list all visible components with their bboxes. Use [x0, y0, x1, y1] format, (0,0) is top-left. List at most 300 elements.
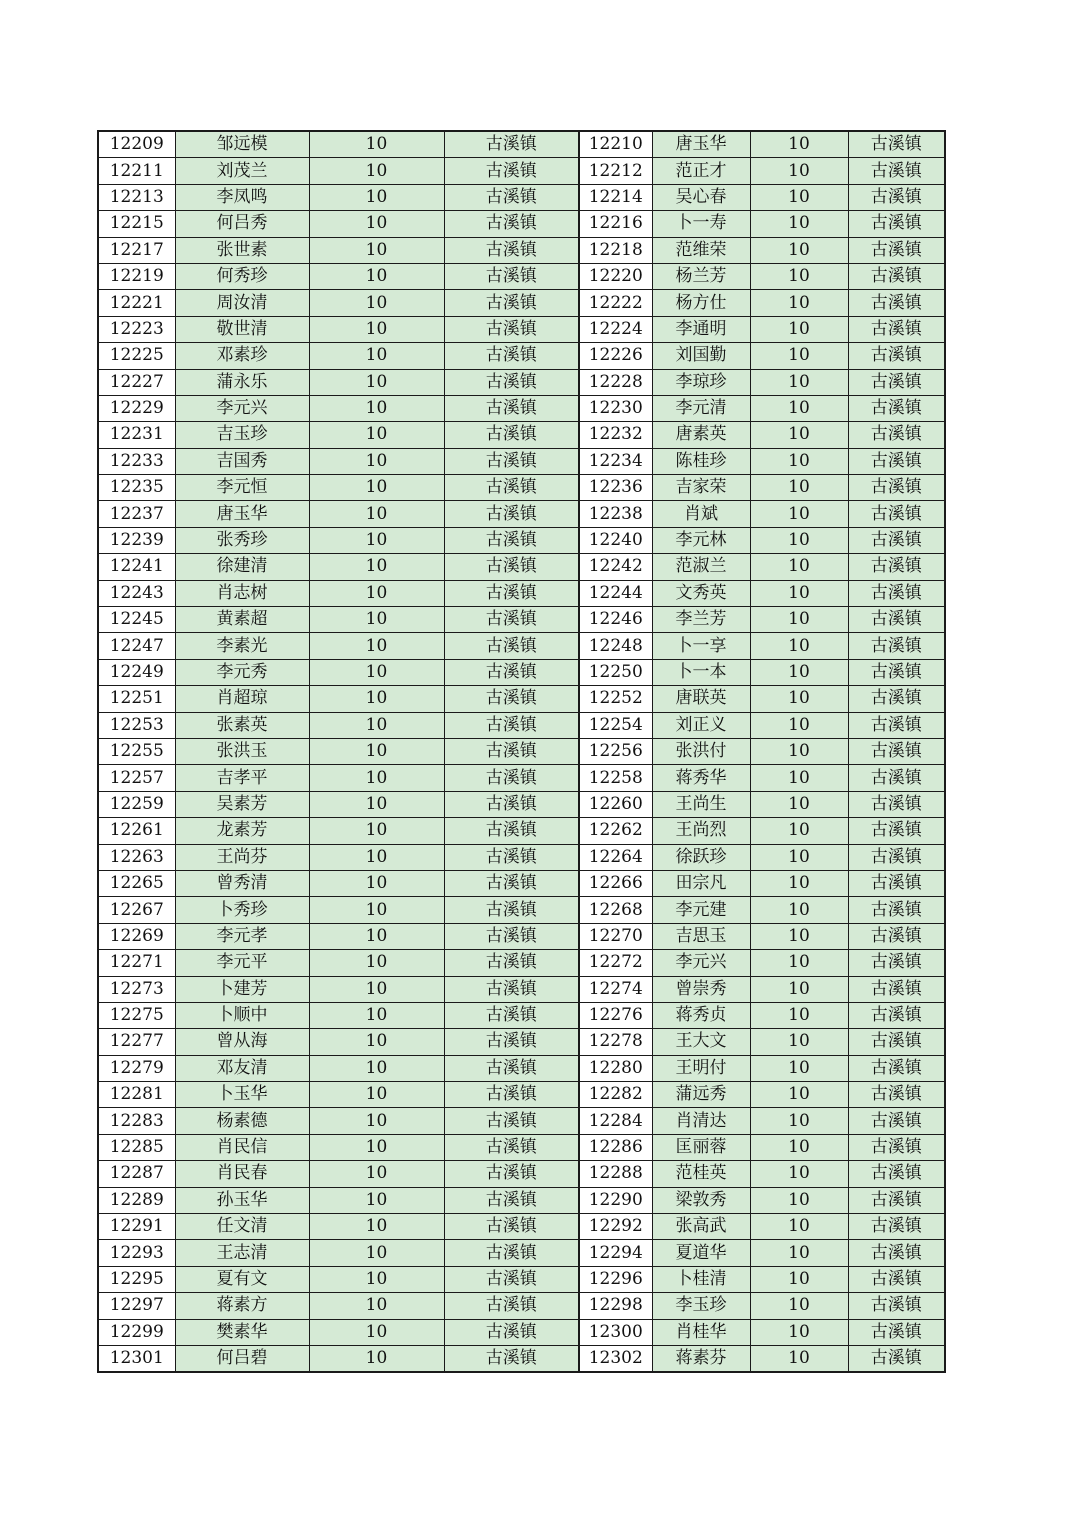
town-cell: 古溪镇 [444, 659, 579, 685]
amount-cell: 10 [309, 712, 444, 738]
name-cell: 刘茂兰 [175, 158, 309, 184]
table-row [98, 1108, 945, 1134]
amount-cell: 10 [750, 607, 848, 633]
amount-cell: 10 [309, 844, 444, 870]
name-cell: 邹远模 [175, 131, 309, 158]
amount-cell: 10 [750, 343, 848, 369]
id-cell: 12264 [579, 844, 652, 870]
town-cell: 古溪镇 [444, 554, 579, 580]
id-cell: 12288 [579, 1161, 652, 1187]
id-cell: 12236 [579, 475, 652, 501]
town-cell: 古溪镇 [444, 818, 579, 844]
amount-cell: 10 [309, 1161, 444, 1187]
amount-cell: 10 [750, 818, 848, 844]
town-cell: 古溪镇 [444, 422, 579, 448]
name-cell: 李玉珍 [652, 1293, 750, 1319]
amount-cell: 10 [309, 1240, 444, 1266]
table-row [98, 1029, 945, 1055]
name-cell: 肖超琼 [175, 686, 309, 712]
town-cell: 古溪镇 [444, 475, 579, 501]
amount-cell: 10 [750, 263, 848, 289]
town-cell: 古溪镇 [444, 1161, 579, 1187]
amount-cell: 10 [309, 448, 444, 474]
id-cell: 12224 [579, 316, 652, 342]
town-cell: 古溪镇 [848, 211, 945, 237]
amount-cell: 10 [309, 1266, 444, 1292]
name-cell: 肖桂华 [652, 1319, 750, 1345]
id-cell: 12247 [98, 633, 175, 659]
amount-cell: 10 [750, 475, 848, 501]
amount-cell: 10 [309, 475, 444, 501]
name-cell: 徐跃珍 [652, 844, 750, 870]
id-cell: 12287 [98, 1161, 175, 1187]
amount-cell: 10 [309, 791, 444, 817]
amount-cell: 10 [750, 870, 848, 896]
town-cell: 古溪镇 [848, 765, 945, 791]
town-cell: 古溪镇 [444, 369, 579, 395]
id-cell: 12281 [98, 1082, 175, 1108]
id-cell: 12302 [579, 1345, 652, 1372]
name-cell: 卜一本 [652, 659, 750, 685]
table-row [98, 263, 945, 289]
amount-cell: 10 [309, 1002, 444, 1028]
table-row [98, 1134, 945, 1160]
name-cell: 匡丽蓉 [652, 1134, 750, 1160]
name-cell: 李元兴 [175, 395, 309, 421]
name-cell: 卜玉华 [175, 1082, 309, 1108]
name-cell: 黄素超 [175, 607, 309, 633]
name-cell: 陈桂珍 [652, 448, 750, 474]
town-cell: 古溪镇 [444, 1002, 579, 1028]
name-cell: 吉孝平 [175, 765, 309, 791]
id-cell: 12210 [579, 131, 652, 158]
town-cell: 古溪镇 [444, 976, 579, 1002]
town-cell: 古溪镇 [848, 1029, 945, 1055]
town-cell: 古溪镇 [444, 290, 579, 316]
table-row [98, 765, 945, 791]
name-cell: 卜建芳 [175, 976, 309, 1002]
id-cell: 12300 [579, 1319, 652, 1345]
town-cell: 古溪镇 [444, 1319, 579, 1345]
table-row [98, 184, 945, 210]
id-cell: 12242 [579, 554, 652, 580]
amount-cell: 10 [750, 1134, 848, 1160]
amount-cell: 10 [309, 1214, 444, 1240]
amount-cell: 10 [309, 316, 444, 342]
table-row [98, 738, 945, 764]
town-cell: 古溪镇 [444, 211, 579, 237]
id-cell: 12263 [98, 844, 175, 870]
amount-cell: 10 [750, 1214, 848, 1240]
name-cell: 何吕碧 [175, 1345, 309, 1372]
name-cell: 张世素 [175, 237, 309, 263]
name-cell: 蒋秀华 [652, 765, 750, 791]
id-cell: 12284 [579, 1108, 652, 1134]
amount-cell: 10 [309, 1055, 444, 1081]
table-body [98, 131, 945, 1372]
town-cell: 古溪镇 [848, 1161, 945, 1187]
amount-cell: 10 [309, 1293, 444, 1319]
id-cell: 12293 [98, 1240, 175, 1266]
table-row [98, 976, 945, 1002]
amount-cell: 10 [309, 1082, 444, 1108]
name-cell: 张秀珍 [175, 527, 309, 553]
id-cell: 12251 [98, 686, 175, 712]
name-cell: 王志清 [175, 1240, 309, 1266]
amount-cell: 10 [750, 1002, 848, 1028]
name-cell: 王尚芬 [175, 844, 309, 870]
town-cell: 古溪镇 [848, 448, 945, 474]
town-cell: 古溪镇 [444, 131, 579, 158]
id-cell: 12266 [579, 870, 652, 896]
name-cell: 孙玉华 [175, 1187, 309, 1213]
town-cell: 古溪镇 [848, 791, 945, 817]
amount-cell: 10 [750, 1240, 848, 1266]
amount-cell: 10 [750, 369, 848, 395]
data-table [97, 130, 946, 1373]
town-cell: 古溪镇 [848, 1293, 945, 1319]
id-cell: 12292 [579, 1214, 652, 1240]
amount-cell: 10 [750, 791, 848, 817]
table-row [98, 343, 945, 369]
amount-cell: 10 [750, 1266, 848, 1292]
town-cell: 古溪镇 [848, 607, 945, 633]
id-cell: 12230 [579, 395, 652, 421]
town-cell: 古溪镇 [444, 343, 579, 369]
id-cell: 12214 [579, 184, 652, 210]
id-cell: 12237 [98, 501, 175, 527]
town-cell: 古溪镇 [848, 738, 945, 764]
name-cell: 王大文 [652, 1029, 750, 1055]
town-cell: 古溪镇 [848, 659, 945, 685]
amount-cell: 10 [750, 765, 848, 791]
name-cell: 曾崇秀 [652, 976, 750, 1002]
id-cell: 12253 [98, 712, 175, 738]
id-cell: 12215 [98, 211, 175, 237]
amount-cell: 10 [309, 1319, 444, 1345]
name-cell: 吉玉珍 [175, 422, 309, 448]
table-row [98, 844, 945, 870]
id-cell: 12228 [579, 369, 652, 395]
name-cell: 吴心春 [652, 184, 750, 210]
name-cell: 吉思玉 [652, 923, 750, 949]
id-cell: 12243 [98, 580, 175, 606]
town-cell: 古溪镇 [444, 316, 579, 342]
town-cell: 古溪镇 [444, 184, 579, 210]
amount-cell: 10 [750, 580, 848, 606]
amount-cell: 10 [309, 263, 444, 289]
town-cell: 古溪镇 [848, 422, 945, 448]
name-cell: 周汝清 [175, 290, 309, 316]
amount-cell: 10 [309, 659, 444, 685]
id-cell: 12235 [98, 475, 175, 501]
town-cell: 古溪镇 [444, 527, 579, 553]
amount-cell: 10 [750, 1082, 848, 1108]
town-cell: 古溪镇 [848, 1345, 945, 1372]
town-cell: 古溪镇 [444, 158, 579, 184]
id-cell: 12261 [98, 818, 175, 844]
town-cell: 古溪镇 [848, 263, 945, 289]
amount-cell: 10 [750, 897, 848, 923]
name-cell: 邓友清 [175, 1055, 309, 1081]
amount-cell: 10 [309, 158, 444, 184]
town-cell: 古溪镇 [848, 1002, 945, 1028]
id-cell: 12275 [98, 1002, 175, 1028]
name-cell: 肖斌 [652, 501, 750, 527]
amount-cell: 10 [309, 870, 444, 896]
table-row [98, 923, 945, 949]
town-cell: 古溪镇 [848, 1082, 945, 1108]
name-cell: 徐建清 [175, 554, 309, 580]
town-cell: 古溪镇 [444, 1214, 579, 1240]
amount-cell: 10 [750, 1055, 848, 1081]
town-cell: 古溪镇 [444, 844, 579, 870]
town-cell: 古溪镇 [848, 501, 945, 527]
id-cell: 12248 [579, 633, 652, 659]
name-cell: 卜一寿 [652, 211, 750, 237]
id-cell: 12226 [579, 343, 652, 369]
name-cell: 李元林 [652, 527, 750, 553]
table-row [98, 237, 945, 263]
name-cell: 杨素德 [175, 1108, 309, 1134]
town-cell: 古溪镇 [848, 475, 945, 501]
id-cell: 12238 [579, 501, 652, 527]
town-cell: 古溪镇 [444, 765, 579, 791]
name-cell: 蒋素芬 [652, 1345, 750, 1372]
town-cell: 古溪镇 [848, 870, 945, 896]
table-row [98, 1266, 945, 1292]
town-cell: 古溪镇 [848, 1319, 945, 1345]
name-cell: 杨方仕 [652, 290, 750, 316]
id-cell: 12297 [98, 1293, 175, 1319]
table-row [98, 791, 945, 817]
town-cell: 古溪镇 [444, 1029, 579, 1055]
town-cell: 古溪镇 [848, 1214, 945, 1240]
name-cell: 何秀珍 [175, 263, 309, 289]
name-cell: 卜桂清 [652, 1266, 750, 1292]
amount-cell: 10 [309, 343, 444, 369]
id-cell: 12216 [579, 211, 652, 237]
name-cell: 肖清达 [652, 1108, 750, 1134]
id-cell: 12289 [98, 1187, 175, 1213]
id-cell: 12257 [98, 765, 175, 791]
id-cell: 12217 [98, 237, 175, 263]
amount-cell: 10 [309, 923, 444, 949]
amount-cell: 10 [309, 237, 444, 263]
amount-cell: 10 [309, 554, 444, 580]
name-cell: 李元兴 [652, 950, 750, 976]
name-cell: 夏道华 [652, 1240, 750, 1266]
id-cell: 12211 [98, 158, 175, 184]
town-cell: 古溪镇 [444, 923, 579, 949]
town-cell: 古溪镇 [444, 1108, 579, 1134]
id-cell: 12239 [98, 527, 175, 553]
name-cell: 王尚生 [652, 791, 750, 817]
table-row [98, 950, 945, 976]
amount-cell: 10 [309, 1134, 444, 1160]
town-cell: 古溪镇 [444, 1134, 579, 1160]
name-cell: 梁敦秀 [652, 1187, 750, 1213]
name-cell: 樊素华 [175, 1319, 309, 1345]
amount-cell: 10 [750, 923, 848, 949]
town-cell: 古溪镇 [848, 580, 945, 606]
table-row [98, 131, 945, 158]
amount-cell: 10 [750, 633, 848, 659]
name-cell: 李元清 [652, 395, 750, 421]
name-cell: 吉家荣 [652, 475, 750, 501]
id-cell: 12298 [579, 1293, 652, 1319]
town-cell: 古溪镇 [848, 897, 945, 923]
id-cell: 12278 [579, 1029, 652, 1055]
town-cell: 古溪镇 [848, 343, 945, 369]
name-cell: 张洪付 [652, 738, 750, 764]
name-cell: 王明付 [652, 1055, 750, 1081]
name-cell: 杨兰芳 [652, 263, 750, 289]
name-cell: 卜顺中 [175, 1002, 309, 1028]
table-row [98, 686, 945, 712]
id-cell: 12256 [579, 738, 652, 764]
table-row [98, 290, 945, 316]
table-row [98, 1345, 945, 1372]
id-cell: 12271 [98, 950, 175, 976]
id-cell: 12232 [579, 422, 652, 448]
table-row [98, 818, 945, 844]
town-cell: 古溪镇 [444, 237, 579, 263]
id-cell: 12227 [98, 369, 175, 395]
amount-cell: 10 [750, 527, 848, 553]
id-cell: 12267 [98, 897, 175, 923]
amount-cell: 10 [309, 527, 444, 553]
name-cell: 刘国勤 [652, 343, 750, 369]
town-cell: 古溪镇 [444, 395, 579, 421]
amount-cell: 10 [309, 765, 444, 791]
amount-cell: 10 [309, 976, 444, 1002]
town-cell: 古溪镇 [848, 923, 945, 949]
name-cell: 蒋秀贞 [652, 1002, 750, 1028]
amount-cell: 10 [309, 422, 444, 448]
town-cell: 古溪镇 [848, 712, 945, 738]
name-cell: 李元建 [652, 897, 750, 923]
amount-cell: 10 [309, 211, 444, 237]
id-cell: 12218 [579, 237, 652, 263]
town-cell: 古溪镇 [848, 1055, 945, 1081]
id-cell: 12245 [98, 607, 175, 633]
town-cell: 古溪镇 [444, 897, 579, 923]
id-cell: 12272 [579, 950, 652, 976]
name-cell: 李元平 [175, 950, 309, 976]
town-cell: 古溪镇 [848, 395, 945, 421]
town-cell: 古溪镇 [444, 1345, 579, 1372]
amount-cell: 10 [750, 738, 848, 764]
name-cell: 夏有文 [175, 1266, 309, 1292]
town-cell: 古溪镇 [444, 580, 579, 606]
table-row [98, 448, 945, 474]
id-cell: 12265 [98, 870, 175, 896]
town-cell: 古溪镇 [444, 1055, 579, 1081]
town-cell: 古溪镇 [848, 1108, 945, 1134]
name-cell: 邓素珍 [175, 343, 309, 369]
amount-cell: 10 [750, 448, 848, 474]
table-row [98, 395, 945, 421]
id-cell: 12282 [579, 1082, 652, 1108]
name-cell: 卜秀珍 [175, 897, 309, 923]
town-cell: 古溪镇 [444, 633, 579, 659]
id-cell: 12213 [98, 184, 175, 210]
name-cell: 唐玉华 [652, 131, 750, 158]
amount-cell: 10 [309, 1187, 444, 1213]
name-cell: 范维荣 [652, 237, 750, 263]
id-cell: 12270 [579, 923, 652, 949]
town-cell: 古溪镇 [444, 870, 579, 896]
table-row [98, 1161, 945, 1187]
town-cell: 古溪镇 [848, 1134, 945, 1160]
town-cell: 古溪镇 [444, 791, 579, 817]
name-cell: 李凤鸣 [175, 184, 309, 210]
amount-cell: 10 [750, 950, 848, 976]
table-row [98, 1240, 945, 1266]
amount-cell: 10 [750, 1293, 848, 1319]
id-cell: 12285 [98, 1134, 175, 1160]
table-row [98, 1187, 945, 1213]
table-row [98, 659, 945, 685]
amount-cell: 10 [750, 1345, 848, 1372]
town-cell: 古溪镇 [444, 448, 579, 474]
table-row [98, 607, 945, 633]
name-cell: 王尚烈 [652, 818, 750, 844]
name-cell: 蒋素方 [175, 1293, 309, 1319]
id-cell: 12212 [579, 158, 652, 184]
name-cell: 李兰芳 [652, 607, 750, 633]
town-cell: 古溪镇 [848, 1187, 945, 1213]
id-cell: 12295 [98, 1266, 175, 1292]
amount-cell: 10 [309, 818, 444, 844]
id-cell: 12301 [98, 1345, 175, 1372]
id-cell: 12254 [579, 712, 652, 738]
town-cell: 古溪镇 [848, 950, 945, 976]
id-cell: 12219 [98, 263, 175, 289]
town-cell: 古溪镇 [848, 237, 945, 263]
id-cell: 12233 [98, 448, 175, 474]
name-cell: 张洪玉 [175, 738, 309, 764]
table-row [98, 870, 945, 896]
town-cell: 古溪镇 [848, 527, 945, 553]
table-row [98, 475, 945, 501]
amount-cell: 10 [750, 976, 848, 1002]
id-cell: 12268 [579, 897, 652, 923]
amount-cell: 10 [750, 844, 848, 870]
id-cell: 12283 [98, 1108, 175, 1134]
town-cell: 古溪镇 [848, 554, 945, 580]
name-cell: 唐联英 [652, 686, 750, 712]
id-cell: 12269 [98, 923, 175, 949]
table-row [98, 1082, 945, 1108]
id-cell: 12262 [579, 818, 652, 844]
name-cell: 李通明 [652, 316, 750, 342]
id-cell: 12246 [579, 607, 652, 633]
town-cell: 古溪镇 [848, 316, 945, 342]
id-cell: 12294 [579, 1240, 652, 1266]
name-cell: 吉国秀 [175, 448, 309, 474]
name-cell: 文秀英 [652, 580, 750, 606]
amount-cell: 10 [309, 633, 444, 659]
name-cell: 龙素芳 [175, 818, 309, 844]
id-cell: 12299 [98, 1319, 175, 1345]
id-cell: 12223 [98, 316, 175, 342]
amount-cell: 10 [750, 554, 848, 580]
amount-cell: 10 [309, 950, 444, 976]
town-cell: 古溪镇 [444, 1293, 579, 1319]
amount-cell: 10 [750, 686, 848, 712]
